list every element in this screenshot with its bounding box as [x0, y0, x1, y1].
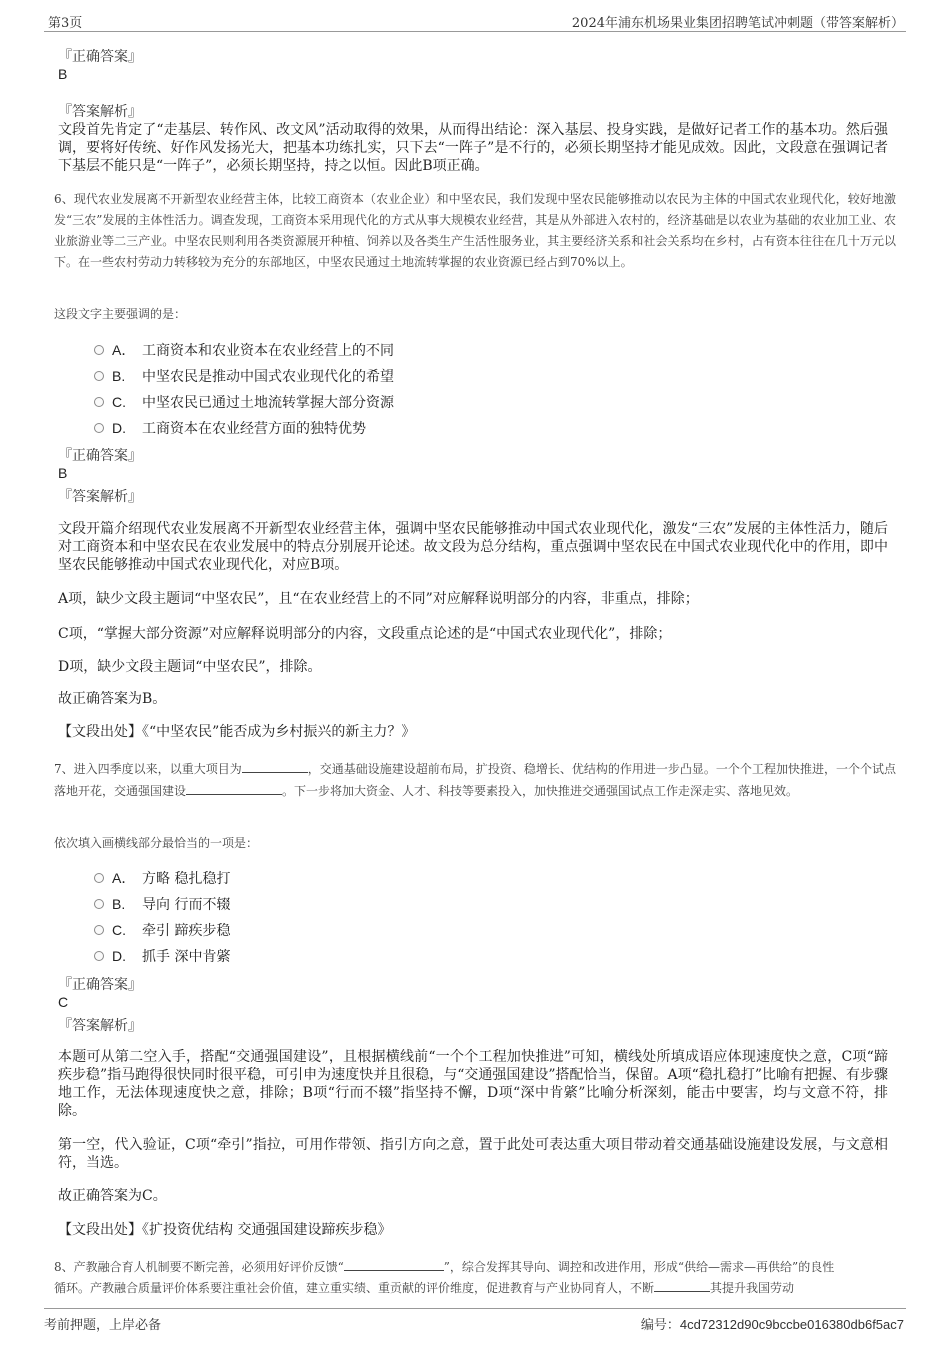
explanation-conclusion: 故正确答案为B。 — [58, 691, 167, 707]
option-a[interactable]: A． 方略 稳扎稳打 — [94, 868, 230, 888]
radio-icon[interactable] — [94, 951, 104, 961]
question-stem: 7、进入四季度以来，以重大项目为 ，交通基础设施建设超前布局，扩投资、稳增长、优结构的作用进一步凸显。一个个工程加快推进，一个个试点落地开花，交通强国建设 。下一步将加大资金、人才、科技等要素投入，加快推进交通强国试点工作走深走实、落地见效。 — [54, 758, 896, 802]
correct-answer-value: B — [58, 465, 68, 481]
radio-icon[interactable] — [94, 423, 104, 433]
radio-icon[interactable] — [94, 371, 104, 381]
document-code: 编号：4cd72312d90c9bccbe016380db6f5ac7 — [640, 1317, 904, 1333]
source-citation: 【文段出处】《“中坚农民”能否成为乡村振兴的新主力？》 — [58, 724, 416, 740]
header-divider — [44, 31, 906, 32]
radio-icon[interactable] — [94, 345, 104, 355]
option-d[interactable]: D. 抓手 深中肯綮 — [94, 946, 230, 966]
correct-answer-value: B — [58, 66, 68, 82]
explanation-label: 『答案解析』 — [58, 104, 142, 120]
option-b[interactable]: B. 中坚农民是推动中国式农业现代化的希望 — [94, 366, 394, 386]
option-a[interactable]: A． 工商资本和农业资本在农业经营上的不同 — [94, 340, 394, 360]
radio-icon[interactable] — [94, 873, 104, 883]
option-d[interactable]: D. 工商资本在农业经营方面的独特优势 — [94, 418, 366, 438]
correct-answer-label: 『正确答案』 — [58, 448, 142, 464]
fill-blank — [186, 780, 282, 795]
explanation-text: D项，缺少文段主题词“中坚农民”，排除。 — [58, 659, 322, 675]
explanation-conclusion: 故正确答案为C。 — [58, 1188, 167, 1204]
explanation-label: 『答案解析』 — [58, 1018, 142, 1034]
source-citation: 【文段出处】《扩投资优结构 交通强国建设蹄疾步稳》 — [58, 1222, 392, 1238]
explanation-text: 文段开篇介绍现代农业发展离不开新型农业经营主体，强调中坚农民能够推动中国式农业现代化，激发“三农”发展的主体性活力，随后对工商资本和中坚农民在农业发展中的特点分别展开论述。故文段为总分结构，重点强调中坚农民在中国式农业现代化中的作用，即中坚农民能够推动中国式农业现代化，对应B项。 — [58, 521, 888, 573]
question-prompt: 依次填入画横线部分最恰当的一项是： — [54, 836, 259, 850]
footer-slogan: 考前押题，上岸必备 — [44, 1318, 162, 1333]
explanation-text: 第一空，代入验证，C项“牵引”指拉，可用作带领、指引方向之意，置于此处可表达重大项目带动着交通基础设施建设发展，与文意相符，当选。 — [58, 1137, 888, 1171]
correct-answer-value: C — [58, 994, 69, 1010]
fill-blank — [654, 1277, 710, 1292]
question-stem: 8、产教融合育人机制要不断完善，必须用好评价反馈“ ”，综合发挥其导向、调控和改进作用，形成“供给—需求—再供给”的良性 — [54, 1256, 896, 1278]
radio-icon[interactable] — [94, 899, 104, 909]
option-c[interactable]: C. 牵引 蹄疾步稳 — [94, 920, 230, 940]
explanation-text: A项，缺少文段主题词“中坚农民”，且“在农业经营上的不同”对应解释说明部分的内容，非重点，排除； — [58, 591, 699, 607]
question-stem: 6、现代农业发展离不开新型农业经营主体，比较工商资本（农业企业）和中坚农民，我们发现中坚农民能够推动以农民为主体的中国式农业现代化，较好地激发“三农”发展的主体性活力。调查发现，工商资本采用现代化的方式从事大规模农业经营，其是从外部进入农村的，经济基础是以农业为基础的农业加工业、农业旅游业等二三产业。中坚农民则利用各类资源展开种植、饲养以及各类生产生活性服务业，其主要经济关系和社会关系均在乡村，占有资本往往在几十万元以下。在一些农村劳动力转移较为充分的东部地区，中坚农民通过土地流转掌握的农业资源已经占到70%以上。 — [54, 192, 896, 269]
fill-blank — [344, 1256, 444, 1271]
correct-answer-label: 『正确答案』 — [58, 49, 142, 65]
correct-answer-label: 『正确答案』 — [58, 977, 142, 993]
explanation-label: 『答案解析』 — [58, 489, 142, 505]
question-stem-continued: 循环。产教融合质量评价体系要注重社会价值，建立重实绩、重贡献的评价维度，促进教育与产业协同育人，不断 其提升我国劳动 — [54, 1277, 896, 1299]
radio-icon[interactable] — [94, 925, 104, 935]
document-title: 2024年浦东机场果业集团招聘笔试冲刺题（带答案解析） — [571, 16, 904, 31]
explanation-text: C项，“掌握大部分资源”对应解释说明部分的内容，文段重点论述的是“中国式农业现代化”，排除； — [58, 626, 672, 642]
option-b[interactable]: B. 导向 行而不辍 — [94, 894, 230, 914]
page-number: 第3页 — [48, 16, 83, 31]
radio-icon[interactable] — [94, 397, 104, 407]
footer-divider — [44, 1308, 906, 1309]
explanation-text: 本题可从第二空入手，搭配“交通强国建设”，且根据横线前“一个个工程加快推进”可知，横线处所填成语应体现速度快之意，C项“蹄疾步稳”指马跑得很快同时很平稳，可引申为速度快并且很稳，与“交通强国建设”搭配恰当，保留。A项“稳扎稳打”比喻有把握、有步骤地工作，无法体现速度快之意，排除；B项“行而不辍”指坚持不懈，D项“深中肯綮”比喻分析深刻，能击中要害，均与文意不符，排除。 — [58, 1049, 888, 1119]
fill-blank — [242, 758, 308, 773]
explanation-text: 文段首先肯定了“走基层、转作风、改文风”活动取得的效果，从而得出结论：深入基层、投身实践，是做好记者工作的基本功。然后强调，要将好传统、好作风发扬光大，把基本功练扎实，只下去“一阵子”是不行的，必须长期坚持才能见成效。因此，文段意在强调记者下基层不能只是“一阵子”，必须长期坚持，持之以恒。因此B项正确。 — [58, 122, 888, 174]
option-c[interactable]: C. 中坚农民已通过土地流转掌握大部分资源 — [94, 392, 394, 412]
question-prompt: 这段文字主要强调的是： — [54, 307, 187, 321]
